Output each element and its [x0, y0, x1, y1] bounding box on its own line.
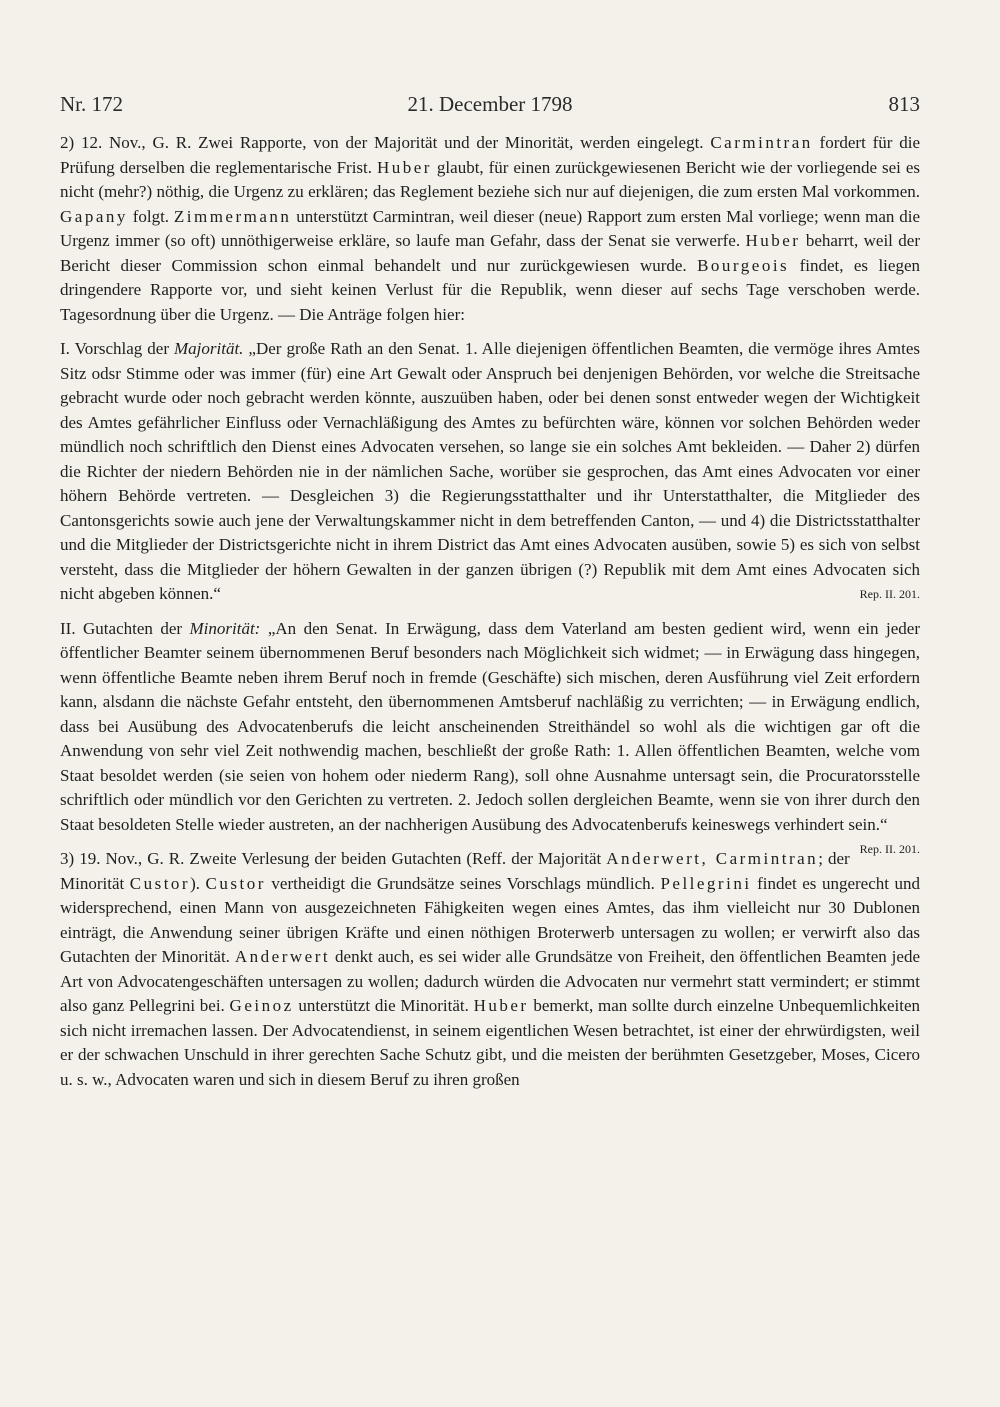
page-number: 813: [888, 92, 920, 116]
speaker-name: Carmintran: [710, 133, 813, 152]
speaker-name: Pellegrini: [660, 873, 752, 893]
document-page: [60, 92, 920, 1102]
paragraph-minority-opinion: II. Gutachten der Minorität: „An den Senat. In Erwägung, dass dem Vaterland am besten gedient wird, wenn ein jeder öffentlicher Beamter seinem übernommenen Beruf besonders nach Möglichkeit sich widmet; — in Erwägung dass hingegen, wenn öffentliche Beamte neben ihrem Beruf noch in fremde (Geschäfte) sich mischen, deren Ausführung viel Zeit erfordern kann, alsdann die nächste Gefahr entsteht, den übernommenen Amtsberuf nachläßig zu verrichten; — in Erwägung endlich, dass bei Ausübung des Advocatenberufs die leicht anscheinenden Streithändel so wohl als die wichtigen gar oft die Anwendung von sehr viel Zeit nothwendig machen, beschließt der große Rath: 1. Allen öffentlichen Beamten, welche vom Staat besoldet werden (sie seien von hohem oder niederm Rang), soll ohne Ausnahme untersagt sein, die Procuratorsstelle schriftlich oder mündlich vor den Gerichten zu vertreten. 2. Jedoch sollen dergleichen Beamte, wenn sie von ihrer durch den Staat besoldeten Stelle wieder austreten, an der nachherigen Ausübung des Advocatenberufs keineswegs verhindert sein.“ Rep. II. 201.: [60, 617, 920, 838]
speaker-name: Geinoz: [229, 996, 294, 1015]
paragraph-majority-proposal: I. Vorschlag der Majorität. „Der große Rath an den Senat. 1. Alle diejenigen öffentlichen Beamten, die vermöge ihres Amtes Sitz odsr Stimme oder was immer (für) eine Art Gewalt oder Anspruch bei denjenigen Behörden, vor welche die Streitsache gebracht wurde oder noch gebracht werden könnte, auszuüben haben, oder bei denen sonst entweder wegen der Wichtigkeit des Amtes gefährlicher Einfluss oder Vernachläßigung des Amtes zu befürchten wäre, können vor solchen Behörden weder mündlich noch schriftlich den Dienst eines Advocaten versehen, so lange sie ein solches Amt bekleiden. — Daher 2) dürfen die Richter der niedern Behörden nie in der nämlichen Sache, worüber sie gesprochen, das Amt eines Advocaten vor einer höhern Behörde vertreten. — Desgleichen 3) die Regierungsstatthalter und ihr Unterstatthalter, die Mitglieder des Cantonsgerichts sowie auch jene der Verwaltungskammer nicht in dem betreffenden Canton, — und 4) die Districtsstatthalter und die Mitglieder der Districtsgerichte nicht in ihrem District das Amt eines Advocaten ausüben, sowie 5) es sich von selbst versteht, dass die Mitglieder der höhern Gewalten in der ganzen übrigen (?) Republik mit dem Amt eines Advocaten sich nicht abgeben können.“ Rep. II. 201.: [60, 337, 920, 607]
majority-label: Majorität.: [174, 339, 244, 358]
page-header: [60, 92, 920, 117]
speaker-name: Bourgeois: [697, 255, 790, 275]
speaker-name: Custor: [205, 873, 266, 893]
speaker-name: Gapany: [60, 206, 128, 226]
paragraph-2: 2) 12. Nov., G. R. Zwei Rapporte, von der Majorität und der Minorität, werden eingelegt. Carmintran fordert für die Prüfung derselben die reglementarische Frist. Huber glaubt, für einen zurückgewiesenen Bericht wie der vorliegende sei es nicht (mehr?) nöthig, die Urgenz zu erklären; das Reglement beziehe sich nur auf diejenigen, die zum ersten Mal vorkommen. Gapany folgt. Zimmermann unterstützt Carmintran, weil dieser (neue) Rapport zum ersten Mal vorliege; wenn man die Urgenz immer (so oft) unnöthigerweise erkläre, so laufe man Gefahr, dass der Senat sie verwerfe. Huber beharrt, weil der Bericht dieser Commission schon einmal behandelt und nur zurückgewiesen wurde. Bourgeois findet, es liegen dringendere Rapporte vor, und sieht keinen Verlust für die Republik, wenn dieser auf sechs Tage verschoben werde. Tagesordnung über die Urgenz. — Die Anträge folgen hier:: [60, 133, 921, 324]
reference-citation: Rep. II. 201.: [859, 842, 920, 856]
paragraph-3: 3) 19. Nov., G. R. Zweite Verlesung der beiden Gutachten (Reff. der Majorität Anderwert, Carmintran; der Minorität Custor). Custor vertheidigt die Grundsätze seines Vorschlags mündlich. Pellegrini findet es ungerecht und widersprechend, einen Mann von ausgezeichneten Fähigkeiten wegen eines Amtes, das ihm vielleicht nur 30 Dublonen einträgt, die Anwendung seiner übrigen Kräfte und einen nöthigen Broterwerb untersagen zu wollen; er verwirft also das Gutachten der Minorität. Anderwert denkt auch, es sei wider alle Grundsätze von Freiheit, den öffentlichen Beamten jede Art von Advocatengeschäften untersagen zu wollen; dadurch würden die Advocaten nur vermehrt statt vermindert; er stimmt also ganz Pellegrini bei. Geinoz unterstützt die Minorität. Huber bemerkt, man sollte durch einzelne Unbequemlichkeiten sich nicht irremachen lassen. Der Advocatendienst, in seinem eigentlichen Wesen betrachtet, ist einer der ehrwürdigsten, weil er der schwachen Unschuld in ihrer gerechten Sache Schutz gibt, und die meisten der berühmten Gesetzgeber, Moses, Cicero u. s. w., Advocaten waren und sich in diesem Beruf zu ihren großen: [60, 849, 921, 1089]
speaker-name: Zimmermann: [173, 206, 292, 226]
speaker-name: Huber: [745, 231, 801, 250]
document-number: Nr. 172: [60, 92, 123, 116]
header-date: 21. December 1798: [407, 92, 573, 116]
reference-citation: Rep. II. 201.: [859, 587, 920, 601]
speaker-name: Huber: [473, 996, 529, 1015]
speaker-name: Anderwert, Carmintran: [606, 849, 819, 868]
speaker-name: Custor: [129, 873, 191, 893]
speaker-name: Anderwert: [234, 947, 331, 966]
minority-label: Minorität:: [189, 618, 261, 638]
speaker-name: Huber: [376, 157, 432, 177]
